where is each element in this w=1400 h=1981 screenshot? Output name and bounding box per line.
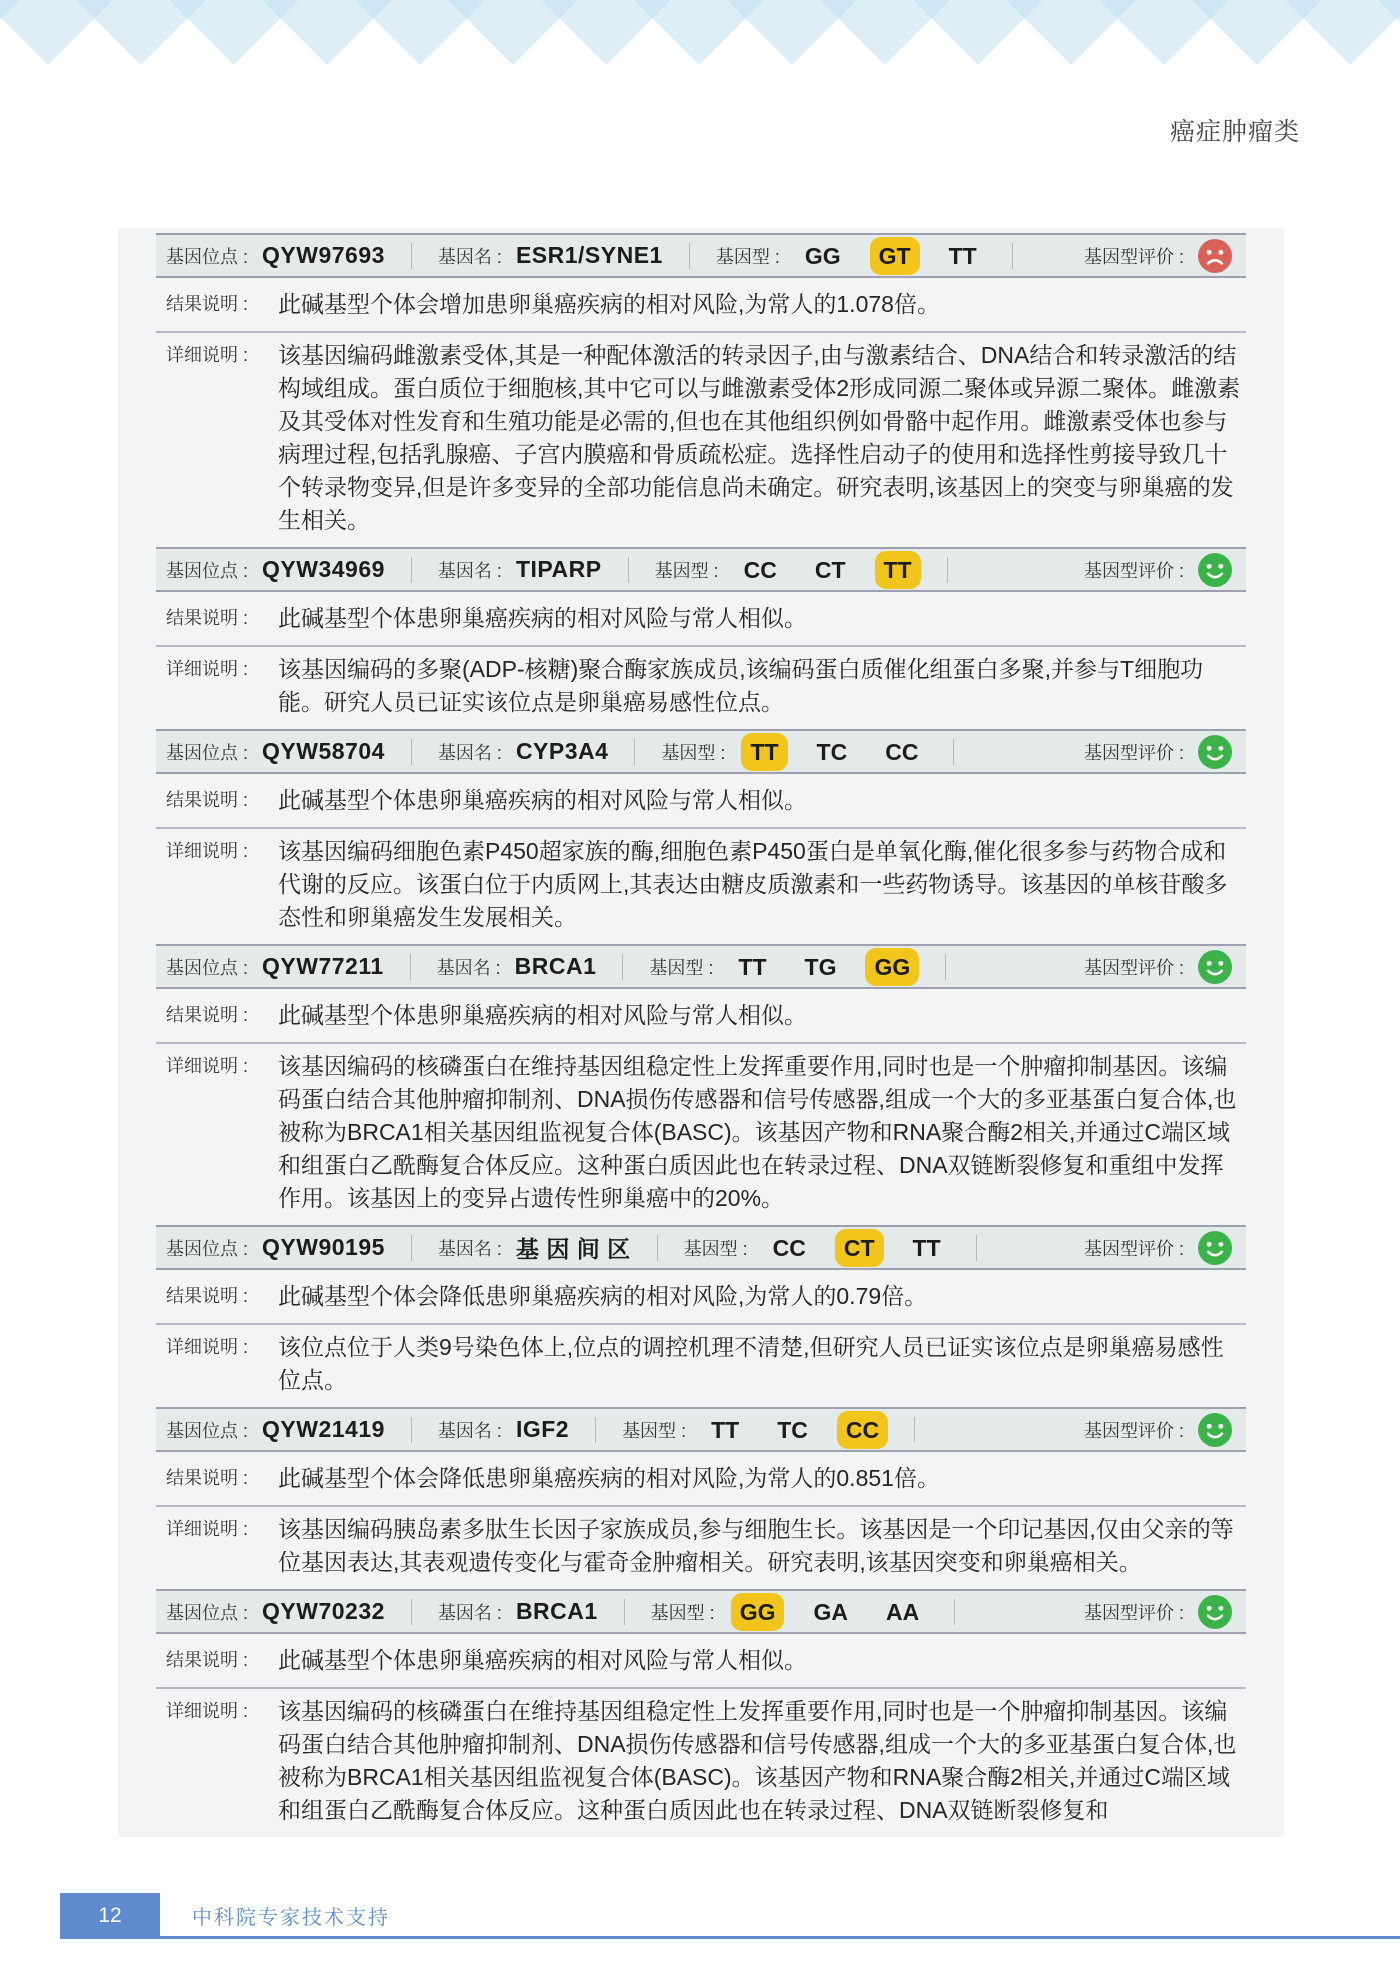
gene-name-value: BRCA1 (515, 1598, 598, 1624)
locus-value: QYW70232 (262, 1598, 385, 1624)
detail-label: 详细说明 : (166, 1056, 249, 1076)
result-text: 此碱基型个体患卵巢癌疾病的相对风险与常人相似。 (278, 787, 807, 813)
evaluation-label: 基因型评价 : (1083, 246, 1184, 267)
genotype-options (796, 237, 986, 275)
detail-text: 该位点位于人类9号染色体上,位点的调控机理不清楚,但研究人员已证实该位点是卵巢癌易感性位点。 (278, 1334, 1224, 1393)
detail-row (118, 1325, 1284, 1407)
gene-section (118, 547, 1284, 729)
genotype-option-selected: CT (835, 1229, 884, 1267)
genotype-option: GA (813, 1598, 848, 1625)
gene-section (118, 233, 1284, 547)
gene-section (118, 1225, 1284, 1407)
footer-support-text: 中科院专家技术支持 (192, 1907, 390, 1929)
result-text: 此碱基型个体患卵巢癌疾病的相对风险与常人相似。 (278, 605, 807, 631)
gene-name-label: 基因名 : (437, 1238, 502, 1259)
gene-section (118, 1407, 1284, 1589)
result-label: 结果说明 : (166, 1468, 249, 1488)
detail-text: 该基因编码的多聚(ADP-核糖)聚合酶家族成员,该编码蛋白质催化组蛋白多聚,并参与T细胞功能。研究人员已证实该位点是卵巢癌易感性位点。 (278, 656, 1204, 715)
result-label: 结果说明 : (166, 790, 249, 810)
detail-label: 详细说明 : (166, 1337, 249, 1357)
locus-cell (166, 242, 438, 269)
gene-name-label: 基因名 : (437, 1602, 502, 1623)
gene-name-label: 基因名 : (436, 957, 501, 978)
gene-section (118, 944, 1284, 1225)
detail-row (118, 647, 1284, 729)
detail-text: 该基因编码的核磷蛋白在维持基因组稳定性上发挥重要作用,同时也是一个肿瘤抑制基因。该编码蛋白结合其他肿瘤抑制剂、DNA损伤传感器和信号传感器,组成一个大的多亚基蛋白复合体,也被称为BRCA1相关基因组监视复合体(BASC)。该基因产物和RNA聚合酶2相关,并通过C端区域和组蛋白乙酰酶复合体反应。这种蛋白质因此也在转录过程、DNA双链断裂修复和重组中发挥作用。该基因上的变异占遗传性卵巢癌中的20%。 (278, 1053, 1237, 1211)
genotype-option: TT (738, 953, 767, 980)
genotype-cell (622, 1411, 941, 1449)
genotype-option: CC (885, 738, 919, 765)
detail-row (118, 1507, 1284, 1589)
result-text: 此碱基型个体会增加患卵巢癌疾病的相对风险,为常人的1.078倍。 (278, 291, 940, 317)
detail-text: 该基因编码雌激素受体,其是一种配体激活的转录因子,由与激素结合、DNA结合和转录激活的结构域组成。蛋白质位于细胞核,其中它可以与雌激素受体2形成同源二聚体或异源二聚体。雌激素及其受体对性发育和生殖功能是必需的,但也在其他组织例如骨骼中起作用。雌激素受体也参与病理过程,包括乳腺癌、子宫内膜癌和骨质疏松症。选择性启动子的使用和选择性剪接导致几十个转录物变异,但是许多变异的全部功能信息尚未确定。研究表明,该基因上的突变与卵巢癌的发生相关。 (278, 342, 1241, 533)
gene-header-bar (156, 1407, 1246, 1452)
locus-cell (166, 1598, 438, 1625)
gene-name-value: 基 因 间 区 (515, 1236, 631, 1262)
gene-name-label: 基因名 : (437, 560, 502, 581)
locus-cell (166, 953, 437, 980)
genotype-label: 基因型 : (649, 957, 714, 978)
genotype-option: TT (912, 1234, 941, 1261)
detail-row (118, 829, 1284, 944)
genotype-option: CC (743, 556, 777, 583)
locus-label: 基因位点 : (166, 957, 249, 978)
gene-name-label: 基因名 : (437, 246, 502, 267)
locus-label: 基因位点 : (166, 1602, 249, 1623)
result-label: 结果说明 : (166, 1650, 249, 1670)
gene-header-bar (156, 729, 1246, 774)
gene-name-value: BRCA1 (514, 953, 597, 979)
page-title: 癌症肿瘤类 (1169, 118, 1300, 146)
genotype-cell (649, 948, 972, 986)
gene-header-bar (156, 944, 1246, 989)
evaluation-cell (1084, 553, 1232, 587)
detail-label: 详细说明 : (166, 841, 249, 861)
genotype-option-selected: GG (731, 1593, 785, 1631)
genotype-options (702, 1411, 888, 1449)
footer (0, 1893, 1400, 1939)
genotype-option: TT (711, 1416, 740, 1443)
genotype-cell (651, 1593, 982, 1631)
result-row (118, 1634, 1284, 1687)
locus-value: QYW21419 (262, 1416, 385, 1442)
detail-label: 详细说明 : (166, 1701, 249, 1721)
smiley-happy-icon (1198, 735, 1232, 769)
genotype-option-selected: TT (741, 733, 787, 771)
genotype-option-selected: GT (870, 237, 920, 275)
gene-name-value: IGF2 (515, 1416, 570, 1442)
result-label: 结果说明 : (166, 294, 249, 314)
gene-name-value: ESR1/SYNE1 (515, 242, 663, 268)
detail-text: 该基因编码胰岛素多肽生长因子家族成员,参与细胞生长。该基因是一个印记基因,仅由父亲的等位基因表达,其表观遗传变化与霍奇金肿瘤相关。研究表明,该基因突变和卵巢癌相关。 (278, 1516, 1234, 1575)
detail-row (118, 1689, 1284, 1837)
gene-header-bar (156, 233, 1246, 278)
genotype-option: GG (804, 242, 841, 269)
result-row (118, 1270, 1284, 1323)
argyle-pattern-icon (0, 0, 1400, 66)
smiley-happy-icon (1198, 1413, 1232, 1447)
detail-label: 详细说明 : (166, 659, 249, 679)
result-text: 此碱基型个体会降低患卵巢癌疾病的相对风险,为常人的0.851倍。 (278, 1465, 940, 1491)
genotype-options (729, 948, 919, 986)
genotype-options (741, 733, 927, 771)
result-text: 此碱基型个体会降低患卵巢癌疾病的相对风险,为常人的0.79倍。 (278, 1283, 928, 1309)
result-label: 结果说明 : (166, 1005, 249, 1025)
result-text: 此碱基型个体患卵巢癌疾病的相对风险与常人相似。 (278, 1647, 807, 1673)
locus-cell (166, 1234, 438, 1261)
locus-value: QYW77211 (262, 953, 384, 979)
genotype-option-selected: TT (875, 551, 921, 589)
genotype-label: 基因型 : (622, 1420, 687, 1441)
gene-list (118, 233, 1284, 1837)
gene-name-cell (438, 1598, 651, 1625)
result-row (118, 989, 1284, 1042)
evaluation-label: 基因型评价 : (1083, 742, 1184, 763)
detail-text: 该基因编码细胞色素P450超家族的酶,细胞色素P450蛋白是单氧化酶,催化很多参与药物合成和代谢的反应。该蛋白位于内质网上,其表达由糖皮质激素和一些药物诱导。该基因的单核苷酸多态性和卵巢癌发生发展相关。 (278, 838, 1228, 930)
locus-value: QYW90195 (262, 1234, 385, 1260)
evaluation-cell (1084, 1595, 1232, 1629)
genotype-cell (684, 1229, 1003, 1267)
locus-label: 基因位点 : (166, 1420, 249, 1441)
gene-name-value: TIPARP (515, 556, 602, 582)
locus-label: 基因位点 : (166, 246, 249, 267)
gene-name-cell (438, 556, 655, 583)
top-pattern-band (0, 0, 1400, 66)
genotype-option: TT (948, 242, 977, 269)
locus-value: QYW34969 (262, 556, 385, 582)
detail-row (118, 333, 1284, 547)
locus-label: 基因位点 : (166, 742, 249, 763)
gene-name-cell (438, 242, 716, 269)
genotype-option: TG (804, 953, 837, 980)
gene-name-value: CYP3A4 (515, 738, 609, 764)
gene-header-bar (156, 547, 1246, 592)
genotype-cell (661, 733, 980, 771)
genotype-options (731, 1593, 929, 1631)
smiley-happy-icon (1198, 1595, 1232, 1629)
evaluation-cell (1084, 1231, 1232, 1265)
locus-cell (166, 556, 438, 583)
report-panel (118, 228, 1284, 1837)
genotype-option: AA (885, 1598, 920, 1625)
page-number-box (60, 1893, 160, 1939)
locus-value: QYW58704 (262, 738, 385, 764)
locus-label: 基因位点 : (166, 1238, 249, 1259)
locus-cell (166, 738, 438, 765)
gene-name-label: 基因名 : (437, 1420, 502, 1441)
detail-label: 详细说明 : (166, 345, 249, 365)
genotype-option-selected: GG (865, 948, 919, 986)
genotype-options (735, 551, 921, 589)
page-number: 12 (98, 1904, 122, 1927)
evaluation-label: 基因型评价 : (1083, 1238, 1184, 1259)
smiley-happy-icon (1198, 553, 1232, 587)
locus-cell (166, 1416, 438, 1443)
genotype-option: CT (814, 556, 846, 583)
gene-name-cell (437, 953, 650, 980)
smiley-sad-icon (1198, 239, 1232, 273)
footer-line (160, 1936, 1400, 1939)
gene-section (118, 729, 1284, 944)
result-row (118, 278, 1284, 331)
gene-header-bar (156, 1589, 1246, 1634)
genotype-option: TC (777, 1416, 808, 1443)
result-label: 结果说明 : (166, 608, 249, 628)
genotype-cell (716, 237, 1039, 275)
genotype-options (764, 1229, 950, 1267)
detail-text: 该基因编码的核磷蛋白在维持基因组稳定性上发挥重要作用,同时也是一个肿瘤抑制基因。该编码蛋白结合其他肿瘤抑制剂、DNA损伤传感器和信号传感器,组成一个大的多亚基蛋白复合体,也被称为BRCA1相关基因组监视复合体(BASC)。该基因产物和RNA聚合酶2相关,并通过C端区域和组蛋白乙酰酶复合体反应。这种蛋白质因此也在转录过程、DNA双链断裂修复和 (278, 1698, 1237, 1823)
evaluation-cell (1084, 1413, 1232, 1447)
gene-name-cell (438, 1231, 684, 1264)
evaluation-cell (1084, 735, 1232, 769)
result-text: 此碱基型个体患卵巢癌疾病的相对风险与常人相似。 (278, 1002, 807, 1028)
genotype-label: 基因型 : (654, 560, 719, 581)
evaluation-label: 基因型评价 : (1083, 560, 1184, 581)
genotype-option: TC (816, 738, 848, 765)
result-row (118, 1452, 1284, 1505)
result-row (118, 774, 1284, 827)
detail-label: 详细说明 : (166, 1519, 249, 1539)
result-row (118, 592, 1284, 645)
smiley-happy-icon (1198, 950, 1232, 984)
genotype-label: 基因型 : (650, 1602, 715, 1623)
result-label: 结果说明 : (166, 1286, 249, 1306)
gene-name-cell (438, 738, 662, 765)
gene-name-label: 基因名 : (437, 742, 502, 763)
gene-section (118, 1589, 1284, 1837)
locus-value: QYW97693 (262, 242, 385, 268)
gene-name-cell (438, 1416, 622, 1443)
evaluation-label: 基因型评价 : (1083, 1420, 1184, 1441)
smiley-happy-icon (1198, 1231, 1232, 1265)
gene-header-bar (156, 1225, 1246, 1270)
genotype-option: CC (772, 1234, 806, 1261)
locus-label: 基因位点 : (166, 560, 249, 581)
evaluation-cell (1084, 950, 1232, 984)
genotype-option-selected: CC (837, 1411, 888, 1449)
genotype-label: 基因型 : (683, 1238, 748, 1259)
genotype-label: 基因型 : (715, 246, 780, 267)
genotype-cell (655, 551, 974, 589)
evaluation-label: 基因型评价 : (1083, 957, 1184, 978)
evaluation-label: 基因型评价 : (1083, 1602, 1184, 1623)
genotype-label: 基因型 : (661, 742, 726, 763)
detail-row (118, 1044, 1284, 1225)
evaluation-cell (1084, 239, 1232, 273)
